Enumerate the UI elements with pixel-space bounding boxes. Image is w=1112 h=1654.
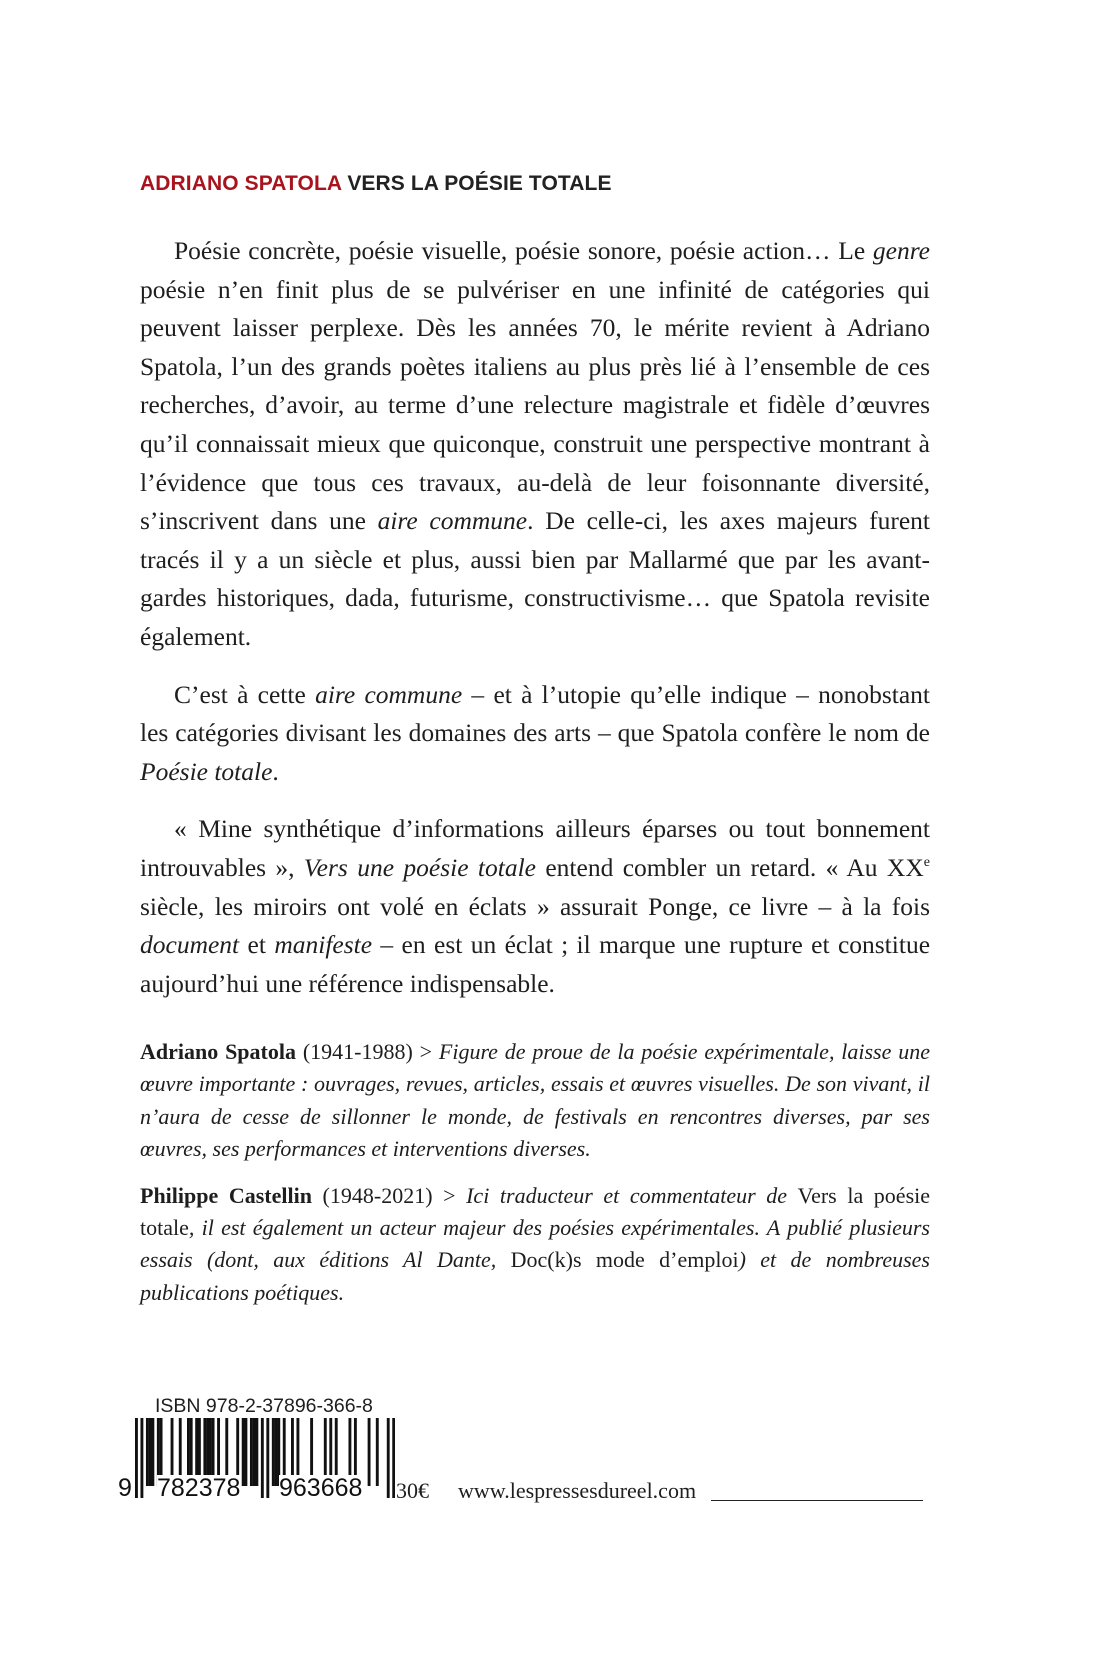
author-bios — [140, 1036, 930, 1323]
text-run: C’est à cette — [174, 679, 316, 709]
blurb — [140, 232, 930, 1022]
text-run: entend combler un retard. « Au XX — [535, 852, 924, 882]
bio-dates: (1941-1988) > — [295, 1039, 439, 1064]
barcode-bar — [140, 1418, 143, 1498]
footer-rule — [711, 1500, 923, 1501]
bio-name: Adriano Spatola — [140, 1039, 296, 1064]
barcode-right-digits: 963668 — [279, 1474, 363, 1502]
italic-text: Figure de proue de la poésie expérimentale, laisse une œuvre importante : ouvrages, revues, articles, essais et œuvres visuelles. De son vivant, il n’aura de cesse de sillonner le monde, de festivals en rencontres diverses, par ses œuvres, ses performances et interventions diverses. — [140, 1039, 930, 1162]
bio-dates: (1948-2021) > — [311, 1182, 467, 1208]
italic-text: manifeste — [274, 930, 373, 960]
blurb-paragraph — [140, 810, 930, 1003]
barcode-bar — [261, 1418, 264, 1498]
barcode-bar — [253, 1418, 256, 1486]
book-title: VERS LA POÉSIE TOTALE — [347, 172, 612, 195]
superscript-text: e — [923, 855, 930, 871]
italic-text: Vers une poésie totale — [303, 852, 536, 882]
italic-text: , il est également un acteur majeur des poésies expérimentales. A publié plusieurs essais (dont, aux éditions Al Dante, — [140, 1215, 930, 1273]
bio-paragraph — [140, 1036, 930, 1166]
text-run: Poésie concrète, poésie visuelle, poésie sonore, poésie action… Le — [174, 236, 873, 265]
barcode-bar — [151, 1418, 154, 1486]
blurb-paragraph — [140, 676, 930, 792]
bio-paragraph — [140, 1180, 930, 1310]
price: 30€ — [396, 1478, 429, 1503]
publisher-website[interactable]: www.lespressesdureel.com — [458, 1478, 697, 1503]
barcode-first-digit: 9 — [118, 1474, 132, 1502]
text-run: . De celle-ci, les axes majeurs furent tracés il y a un siècle et plus, aussi bien par Mallarmé que par les avant-gardes historiques, dada, futurisme, constructivisme… que Spatola revisite également. — [140, 506, 931, 651]
barcode-bar — [149, 1418, 152, 1486]
text-run: Vers la poésie totale — [140, 1182, 931, 1241]
text-run: Doc(k)s mode d’emploi — [510, 1247, 739, 1273]
isbn-label: ISBN 978-2-37896-366-8 — [155, 1395, 373, 1417]
text-run: siècle, les miroirs ont volé en éclats » assurait Ponge, ce livre – à la fois — [140, 891, 930, 921]
italic-text: aire commune — [377, 506, 528, 536]
barcode-bar — [146, 1418, 149, 1486]
text-run: et — [239, 930, 275, 960]
text-run: poésie n’en finit plus de se pulvériser en une infinité de catégories qui peuvent laisser perplexe. Dès les années 70, le mérite revient à Adriano Spatola, l’un des grands poètes italiens au plus près lié à l’ensemble de ces recherches, d’avoir, au terme d’une relecture magistrale et fidèle d’œuvres qu’il connaissait mieux que quiconque, construit une perspective montrant à l’évidence que tous ces travaux, au-delà de leur foisonnante diversité, s’inscrivent dans une — [140, 274, 930, 536]
barcode-bar — [392, 1418, 395, 1498]
barcode-bar — [242, 1418, 245, 1486]
text-run: « Mine synthétique d’informations ailleurs éparses ou tout bonnement introuvables », — [140, 814, 930, 882]
barcode-bar — [376, 1418, 379, 1486]
italic-text: document — [140, 930, 240, 960]
barcode-bar — [266, 1418, 269, 1498]
italic-text: Ici traducteur et commentateur de — [466, 1182, 798, 1208]
author-name: ADRIANO SPATOLA — [140, 172, 342, 195]
italic-text: Poésie totale — [140, 756, 273, 786]
barcode-bar — [275, 1418, 278, 1486]
cover-heading — [140, 172, 612, 196]
barcode-bar — [135, 1418, 138, 1498]
bio-name: Philippe Castellin — [140, 1182, 312, 1208]
barcode-bar — [368, 1418, 371, 1486]
barcode-bar — [244, 1418, 247, 1486]
italic-text: genre — [872, 236, 930, 265]
blurb-paragraph — [140, 232, 930, 657]
italic-text: aire commune — [315, 679, 463, 709]
barcode-bar — [387, 1418, 390, 1498]
text-run: – et à l’utopie qu’elle indique – nonobstant les catégories divisant les domaines des arts – que Spatola confère le nom de — [140, 679, 930, 748]
barcode-bar — [255, 1418, 258, 1486]
italic-text: ) et de nombreuses publications poétiques. — [140, 1247, 930, 1305]
barcode-bar — [272, 1418, 275, 1486]
text-run: . — [272, 756, 279, 786]
barcode-left-digits: 782378 — [157, 1474, 241, 1502]
barcode-bar — [250, 1418, 253, 1486]
text-run: – en est un éclat ; il marque une rupture et constitue aujourd’hui une référence indispensable. — [140, 930, 931, 998]
